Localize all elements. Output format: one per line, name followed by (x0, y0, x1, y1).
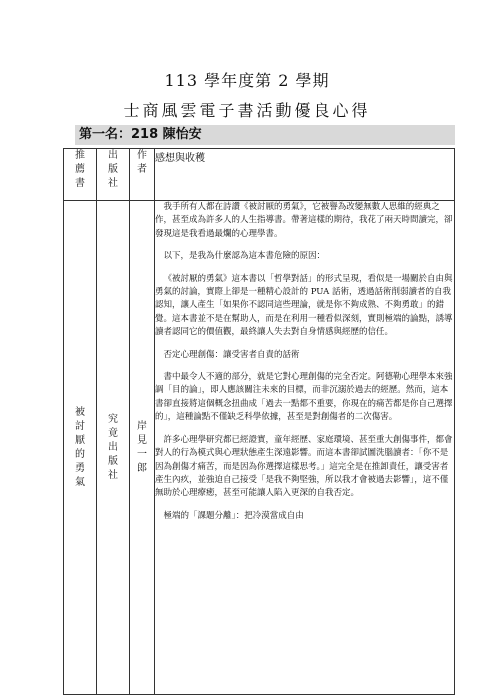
reflection-paragraph-5: 許多心理學研究都已經證實，童年經歷、家庭環境、甚至重大創傷事件，都會對人的行為模式與心理狀態產生深遠影響。而這本書卻試圖洗腦讀者：「你不是因為創傷才痛苦，而是因為你選擇這樣思考。」這完全是在推卸責任，讓受害者產生內疚，並強迫自己接受「是我不夠堅強，所以我才會被過去影響」，這不僅無助於心理療癒，甚至可能讓人陷入更深的自我否定。 (155, 434, 453, 499)
document-title-term: 113 學年度第 2 學期 (164, 71, 330, 90)
header-publisher-label: 出版社 (108, 150, 118, 189)
reflection-paragraph-1: 我手所有人都在詩讚《被討厭的勇氣》，它被譽為改變無數人思維的經典之作，甚至成為許多人的人生指導書。帶著這樣的期待，我花了兩天時間讀完，卻發現這是我看過最爛的心理學書。 (155, 202, 453, 239)
cell-author (130, 201, 155, 695)
reflection-paragraph-3: 《被討厭的勇氣》這本書以「哲學對話」的形式呈現，看似是一場關於自由與勇氣的討論，實際上卻是一種精心設計的 PUA 話術，透過話術削弱讀者的自我認知，讓人產生「如果你不認同這些理論，就是你不夠成熟、不夠勇敢」的錯覺。這本書並不是在幫助人，而是在利用一種看似深刻，實則極端的論點，誘導讀者認同它的價值觀，最終讓人失去對自身情感與經歷的信任。 (155, 273, 453, 338)
header-recommended-book (64, 149, 97, 201)
table-header-row (64, 149, 455, 201)
header-author (130, 149, 155, 201)
header-publisher (97, 149, 130, 201)
publisher-text: 究竟出版社 (108, 413, 118, 481)
book-title-text: 被討厭的勇氣 (75, 406, 85, 488)
author-text: 岸見一郎 (137, 420, 147, 474)
table-row (64, 201, 455, 695)
header-reflection (155, 149, 455, 201)
header-author-label: 作者 (137, 150, 147, 175)
reflection-paragraph-4: 書中最令人不適的部分，就是它對心理創傷的完全否定。阿德勒心理學本來強調「目的論」，即人應該關注未來的目標，而非沉溺於過去的經歷。然而，這本書卻直接將這個概念扭曲成「過去一點都不重要，你現在的痛苦都是你自己選擇的」，這種論點不僅缺乏科學依據，甚至是對創傷者的二次傷害。 (155, 372, 453, 423)
winner-heading: 第一名：218 陳怡安 (75, 125, 455, 145)
reflection-subheading-1: 否定心理創傷：讓受害者自責的話術 (163, 349, 300, 360)
cell-book-title (64, 201, 97, 695)
header-recommended-book-label: 推薦書 (75, 150, 85, 189)
header-reflection-label: 感想與收穫 (155, 153, 205, 164)
cell-reflection (155, 201, 455, 695)
reflection-paragraph-2: 以下，是我為什麼認為這本書危險的原因： (163, 251, 326, 262)
cell-publisher (97, 201, 130, 695)
review-table (63, 148, 455, 695)
document-title-event: 士商風雲電子書活動優良心得 (123, 101, 371, 120)
reflection-subheading-2: 極端的「課題分離」：把冷漠當成自由 (163, 510, 304, 521)
